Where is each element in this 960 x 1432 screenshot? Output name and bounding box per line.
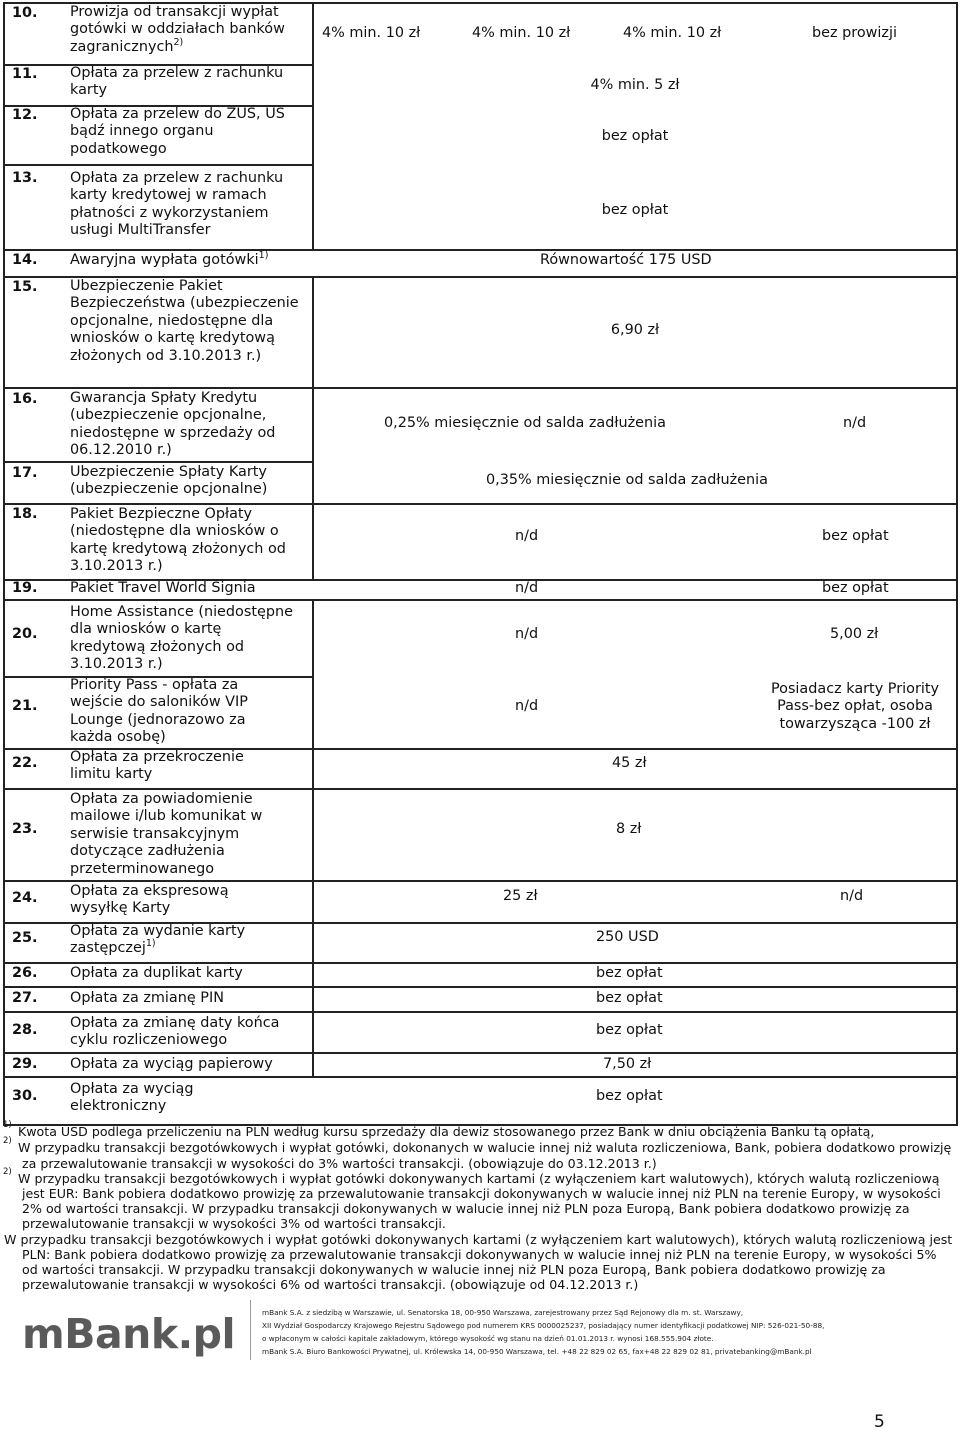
footnote-marker: 1) <box>3 1120 12 1130</box>
footnote-text: W przypadku transakcji bezgotówkowych i wypłat gotówki, dokonanych w walucie innej niż waluta rozliczeniowa, Bank, pobiera dodatkowo prowizję <box>18 1140 952 1155</box>
row-number: 18. <box>12 506 38 522</box>
row-label: Opłata za przekroczenie limitu karty <box>70 749 244 783</box>
footnote-text: przewalutowanie transakcji w wysokości 3% od wartości transakcji. <box>22 1216 446 1231</box>
row-number: 10. <box>12 5 38 21</box>
footnote-text: PLN: Bank pobiera dodatkowo prowizję za przewalutowanie transakcji dokonywanych w walucie innej niż PLN na terenie Europy, w wysokości 5% <box>22 1247 937 1262</box>
fee-value: bez opłat <box>601 128 669 144</box>
footnote-text: jest EUR: Bank pobiera dodatkowo prowizję za przewalutowanie transakcji dokonywanych w walucie innej niż PLN na terenie Europy, w wysokości <box>22 1186 941 1201</box>
row-label: Opłata za duplikat karty <box>70 965 243 981</box>
row-number: 21. <box>12 698 38 714</box>
fee-value: bez opłat <box>822 528 889 544</box>
fee-value: 5,00 zł <box>830 626 879 642</box>
row-label: Priority Pass - opłata za wejście do saloników VIP Lounge (jednorazowo za każda osobę) <box>70 677 248 746</box>
footnote-text: W przypadku transakcji bezgotówkowych i wypłat gotówki dokonywanych kartami (z wyłączeniem kart walutowych), których walutą rozliczeniową jest <box>4 1232 953 1247</box>
footnote-text: za przewalutowanie transakcji w wysokości do 3% wartości transakcji. (obowiązuje do 03.12.2013 r.) <box>22 1156 657 1171</box>
footer-line: mBank S.A. z siedzibą w Warszawie, ul. Senatorska 18, 00-950 Warszawa, zarejestrowany przez Sąd Rejonowy dla m. st. Warszawy, <box>262 1308 744 1317</box>
fee-value: 8 zł <box>616 821 642 837</box>
fee-value: n/d <box>515 580 539 596</box>
fee-value: bez opłat <box>596 1022 663 1038</box>
footer-line: XII Wydział Gospodarczy Krajowego Rejestru Sądowego pod numerem KRS 0000025237, posiadający numer identyfikacji podatkowej NIP: 526-021-50-88, <box>262 1321 825 1330</box>
row-number: 25. <box>12 930 38 946</box>
row-number: 11. <box>12 66 38 82</box>
footnote-marker: 2) <box>3 1167 12 1177</box>
row-label: Opłata za wyciąg elektroniczny <box>70 1081 194 1115</box>
fee-value: bez opłat <box>822 580 889 596</box>
row-number: 17. <box>12 465 38 481</box>
fee-value: bez opłat <box>596 965 663 981</box>
row-number: 28. <box>12 1022 38 1038</box>
fee-value: n/d <box>843 415 867 431</box>
row-number: 15. <box>12 279 38 295</box>
row-label: Ubezpieczenie Pakiet Bezpieczeństwa (ubezpieczenie opcjonalne, niedostępne dla wniosków o kartę kredytową złożonych od 3.10.2013 r.) <box>70 278 299 364</box>
row-number: 23. <box>12 821 38 837</box>
row-number: 13. <box>12 170 38 186</box>
row-number: 24. <box>12 890 38 906</box>
row-label: Opłata za zmianę daty końca cyklu rozliczeniowego <box>70 1015 280 1049</box>
fee-value: 4% min. 5 zł <box>590 77 680 93</box>
fee-value: 0,35% miesięcznie od salda zadłużenia <box>486 472 768 488</box>
row-number: 29. <box>12 1056 38 1072</box>
fee-value: n/d <box>515 528 539 544</box>
fee-value: 4% min. 10 zł <box>623 25 722 41</box>
fee-value: 250 USD <box>596 929 659 945</box>
fee-value: 7,50 zł <box>603 1056 652 1072</box>
footnote-text: od wartości transakcji. W przypadku transakcji dokonywanych w walucie innej niż PLN poza Europą, Bank pobiera dodatkowo prowizję za <box>22 1262 886 1277</box>
row-label: Opłata za przelew z rachunku karty kredytowej w ramach płatności z wykorzystaniem usługi MultiTransfer <box>70 170 284 239</box>
footnote-text: W przypadku transakcji bezgotówkowych i wypłat gotówki dokonywanych kartami (z wyłączeniem kart walutowych), których walutą rozliczeniową <box>18 1171 940 1186</box>
row-label: Opłata za zmianę PIN <box>70 990 224 1006</box>
footnote-text: 2% od wartości transakcji. W przypadku transakcji dokonywanych w walucie innej niż PLN poza Europą, Bank pobiera dodatkowo prowizję za <box>22 1201 910 1216</box>
fee-value: 4% min. 10 zł <box>472 25 571 41</box>
row-number: 22. <box>12 755 38 771</box>
fee-value: Równowartość 175 USD <box>540 252 712 268</box>
fee-value: n/d <box>515 698 539 714</box>
row-label: Pakiet Travel World Signia <box>70 580 256 596</box>
row-number: 14. <box>12 252 38 268</box>
row-label: Home Assistance (niedostępne dla wniosków o kartę kredytową złożonych od 3.10.2013 r.) <box>70 604 293 673</box>
row-label: Pakiet Bezpieczne Opłaty (niedostępne dla wniosków o kartę kredytową złożonych od 3.10.2013 r.) <box>70 506 286 575</box>
row-label: Opłata za ekspresową wysyłkę Karty <box>70 883 229 917</box>
fee-value: bez prowizji <box>812 25 897 41</box>
footer-divider <box>250 1300 251 1360</box>
row-label: Opłata za powiadomienie mailowe i/lub komunikat w serwisie transakcyjnym dotyczące zadłużenia przeterminowanego <box>70 791 263 877</box>
row-label: Awaryjna wypłata gotówki$^{1)}$ <box>70 250 269 268</box>
row-number: 30. <box>12 1088 38 1104</box>
footer-line: mBank S.A. Biuro Bankowości Prywatnej, ul. Królewska 14, 00-950 Warszawa, tel. +48 22 829 02 65, fax+48 22 829 02 81, privatebanking@mBank.pl <box>262 1347 812 1356</box>
fee-value: 45 zł <box>612 755 647 771</box>
fee-value: 6,90 zł <box>610 322 660 338</box>
row-number: 19. <box>12 580 38 596</box>
row-label: Ubezpieczenie Spłaty Karty (ubezpieczenie opcjonalne) <box>70 464 268 498</box>
page-number: 5 <box>874 1412 885 1432</box>
row-label: Gwarancja Spłaty Kredytu (ubezpieczenie opcjonalne, niedostępne w sprzedaży od 06.12.2010 r.) <box>70 390 276 459</box>
row-label: Opłata za przelew do ZUS, US bądź innego organu podatkowego <box>70 106 285 157</box>
footnote-text: przewalutowanie transakcji w wysokości 6% od wartości transakcji. (obowiązuje od 04.12.2013 r.) <box>22 1277 639 1292</box>
footnote-text: Kwota USD podlega przeliczeniu na PLN według kursu sprzedaży dla dewiz stosowanego przez Bank w dniu obciążenia Banku tą opłatą, <box>18 1124 875 1139</box>
row-label: Opłata za przelew z rachunku karty <box>70 65 284 99</box>
fee-value: 25 zł <box>503 888 538 904</box>
fee-value: Posiadacz karty Priority Pass-bez opłat, osoba towarzysząca -100 zł <box>770 681 940 732</box>
fee-value: bez opłat <box>601 202 669 218</box>
mbank-logo: mBank.pl <box>22 1310 236 1358</box>
row-number: 20. <box>12 626 38 642</box>
row-number: 12. <box>12 107 38 123</box>
footer-line: o wpłaconym w całości kapitale zakładowym, którego wysokość wg stanu na dzień 01.01.2013 r. wynosi 168.555.904 złote. <box>262 1334 714 1343</box>
row-number: 27. <box>12 990 38 1006</box>
fee-value: n/d <box>840 888 864 904</box>
row-label: Opłata za wydanie karty zastępczej$^{1)}$ <box>70 923 246 957</box>
fee-value: 0,25% miesięcznie od salda zadłużenia <box>384 415 666 431</box>
fee-value: 4% min. 10 zł <box>322 25 421 41</box>
row-label: Opłata za wyciąg papierowy <box>70 1056 273 1072</box>
row-label: Prowizja od transakcji wypłat gotówki w oddziałach banków zagranicznych$^{2)}$ <box>70 4 285 55</box>
row-number: 26. <box>12 965 38 981</box>
fee-value: bez opłat <box>596 990 663 1006</box>
fee-value: n/d <box>515 626 539 642</box>
row-number: 16. <box>12 391 38 407</box>
fee-value: bez opłat <box>596 1088 663 1104</box>
footnote-marker: 2) <box>3 1136 12 1146</box>
